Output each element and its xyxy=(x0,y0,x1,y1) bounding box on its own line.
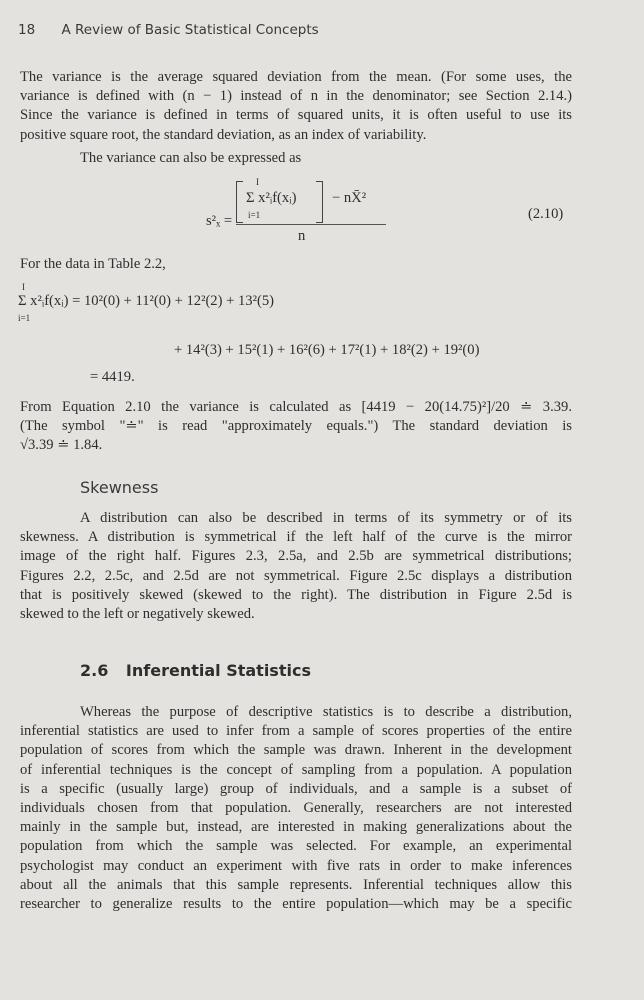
text-line: psychologist may conduct an experiment with five rats in order to make inferences xyxy=(20,857,572,874)
right-bracket xyxy=(316,181,323,223)
page-number: 18 xyxy=(18,22,36,38)
sum-result: = 4419. xyxy=(90,369,135,385)
text-line: Since the variance is defined in terms of squared units, it is often useful to use its xyxy=(20,107,572,124)
sum-lower-limit: i=1 xyxy=(18,313,31,323)
text-line: researcher to generalize results to the entire population—which may be a specific xyxy=(20,896,572,913)
sum-lower-limit: i=1 xyxy=(248,210,261,220)
left-bracket xyxy=(236,181,243,223)
text-line: population of scores from which the sample was drawn. Inherent in the development xyxy=(20,742,572,759)
text-line: (The symbol "≐" is read "approximately equals.") The standard deviation is xyxy=(20,418,572,435)
text-line: inferential statistics are used to infer from a sample of scores properties of the entire xyxy=(20,723,572,740)
sum-line-2: + 14²(3) + 15²(1) + 16²(6) + 17²(1) + 18²(2) + 19²(0) xyxy=(174,342,480,358)
text-line: image of the right half. Figures 2.3, 2.5a, and 2.5b are symmetrical distributions; xyxy=(20,548,572,565)
variance-calculation-paragraph xyxy=(20,398,572,456)
table-intro: For the data in Table 2.2, xyxy=(20,256,166,272)
text-line: is a specific (usually large) group of individuals, and a sample is a subset of xyxy=(20,780,572,797)
text-line: Figures 2.2, 2.5c, and 2.5d are not symmetrical. Figure 2.5c displays a distribution xyxy=(20,567,572,584)
text-line: The variance is the average squared deviation from the mean. (For some uses, the xyxy=(20,69,572,85)
text-line: individuals chosen from that population. Generally, researchers are not interested xyxy=(20,800,572,817)
equation-lhs: s²ₓ = xyxy=(206,213,233,229)
section-title: Inferential Statistics xyxy=(125,661,311,680)
sum-line-1: Σ x²ᵢf(xᵢ) = 10²(0) + 11²(0) + 12²(2) + 13²(5) xyxy=(18,293,274,309)
skewness-paragraph xyxy=(20,509,572,624)
fraction-bar xyxy=(236,224,386,225)
inferential-paragraph xyxy=(20,703,572,914)
denominator: n xyxy=(298,228,306,244)
text-line: population from which the sample was selected. For example, an experimental xyxy=(20,838,572,855)
text-line: skewed to the left or negatively skewed. xyxy=(20,606,255,623)
text-line: variance is defined with (n − 1) instead of n in the denominator; see Section 2.14.) xyxy=(20,88,572,105)
text-line: mainly in the sample but, instead, are interested in making generalizations about the xyxy=(20,819,572,836)
text-line: about all the animals that this sample represents. Inferential techniques allow this xyxy=(20,876,572,893)
running-header xyxy=(18,22,319,38)
equation-number: (2.10) xyxy=(528,206,564,222)
running-title: A Review of Basic Statistical Concepts xyxy=(61,22,319,38)
text-line: √3.39 ≐ 1.84. xyxy=(20,437,103,454)
text-line: skewness. A distribution is symmetrical if the left half of the curve is the mirror xyxy=(20,529,572,546)
text-line: From Equation 2.10 the variance is calculated as [4419 − 20(14.75)²]/20 ≐ 3.39. xyxy=(20,399,572,415)
section-heading xyxy=(80,661,311,680)
subsection-title: Skewness xyxy=(80,478,159,497)
variance-paragraph xyxy=(20,68,572,145)
numerator-sum: Σ x²ᵢf(xᵢ) xyxy=(246,190,297,206)
text-line: of inferential techniques is the concept of sampling from a population. A population xyxy=(20,761,572,778)
text-line: positive square root, the standard deviation, as an index of variability. xyxy=(20,126,427,143)
text-line: that is positively skewed (skewed to the right). The distribution in Figure 2.5d is xyxy=(20,586,572,603)
text-line: A distribution can also be described in terms of its symmetry or of its xyxy=(80,510,572,526)
sum-upper-limit: I xyxy=(256,177,259,187)
numerator-tail: − nX̄² xyxy=(332,190,367,206)
variance-expressed-line: The variance can also be expressed as xyxy=(80,150,302,166)
section-number: 2.6 xyxy=(80,661,109,680)
sum-upper-limit: I xyxy=(22,282,25,292)
text-line: Whereas the purpose of descriptive statistics is to describe a distribution, xyxy=(80,704,572,720)
